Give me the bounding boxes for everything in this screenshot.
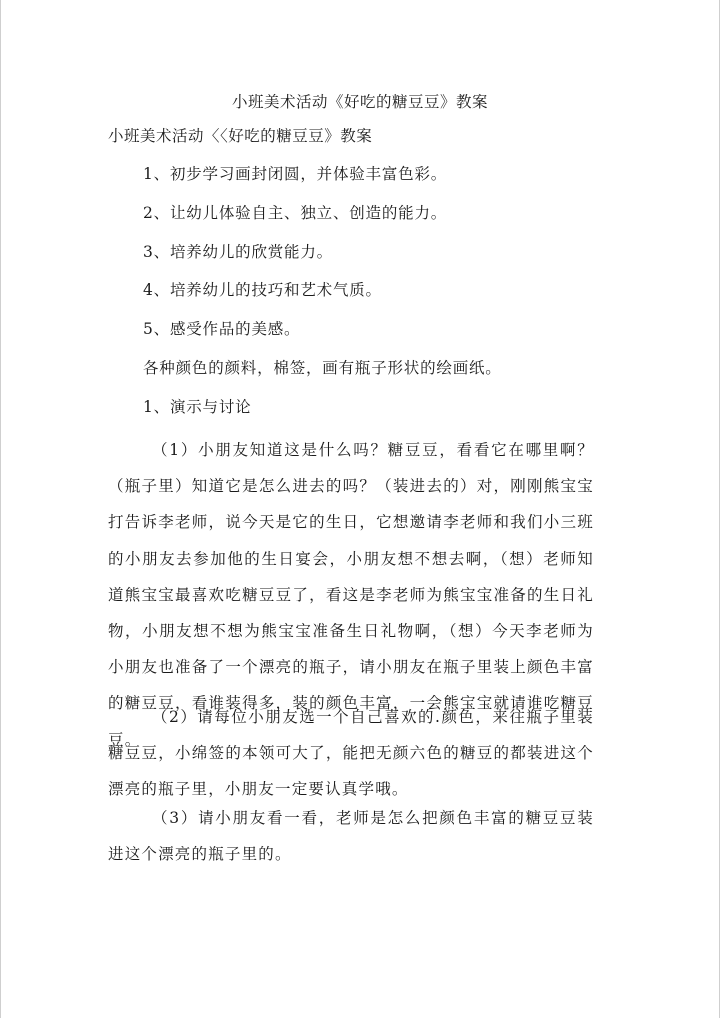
section-heading: 1、演示与讨论 <box>143 398 252 416</box>
preparation-text: 各种颜色的颜料，棉签，画有瓶子形状的绘画纸。 <box>143 359 502 377</box>
goal-item: 4、培养幼儿的技巧和艺术气质。 <box>143 281 382 299</box>
body-paragraph: （3）请小朋友看一看，老师是怎么把颜色丰富的糖豆豆装进这个漂亮的瓶子里的。 <box>108 809 594 864</box>
page-edge-left <box>0 0 1 1018</box>
goal-item: 1、初步学习画封闭圆，并体验丰富色彩。 <box>143 165 448 183</box>
goal-item: 2、让幼儿体验自主、独立、创造的能力。 <box>143 204 448 222</box>
page-subtitle: 小班美术活动〈〈好吃的糖豆豆》教案 <box>108 127 373 145</box>
body-paragraph: （1）小朋友知道这是什么吗？糖豆豆，看看它在哪里啊？（瓶子里）知道它是怎么进去的吗？（装进去的）对，刚刚熊宝宝打告诉李老师，说今天是它的生日，它想邀请李老师和我们小三班的小朋友去参加他的生日宴会，小朋友想不想去啊，（想）老师知道熊宝宝最喜欢吃糖豆豆了，看这是李老师为熊宝宝准备的生日礼物，小朋友想不想为熊宝宝准备生日礼物啊，（想）今天李老师为小朋友也准备了一个漂亮的瓶子，请小朋友在瓶子里装上颜色丰富的糖豆豆，看谁装得多，装的颜色丰富，一会熊宝宝就请谁吃糖豆豆。 <box>108 441 594 749</box>
goal-item: 3、培养幼儿的欣赏能力。 <box>143 243 333 261</box>
body-paragraph: （2）请每位小朋友选一个自己喜欢的.颜色，来往瓶子里装糖豆豆，小绵签的本领可大了，能把无颜六色的糖豆的都装进这个漂亮的瓶子里，小朋友一定要认真学哦。 <box>108 708 594 799</box>
goal-item: 5、感受作品的美感。 <box>143 320 301 338</box>
page-title: 小班美术活动《好吃的糖豆豆》教案 <box>231 93 488 111</box>
